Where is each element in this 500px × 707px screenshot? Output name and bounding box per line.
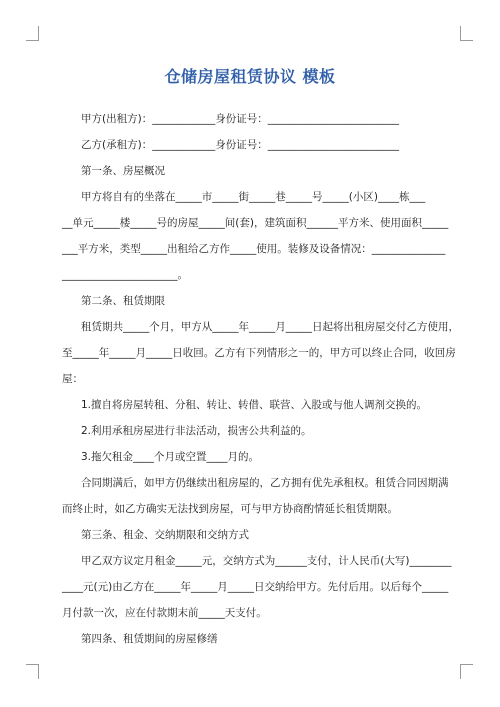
- paragraph-line: 甲乙双方议定月租金_____元，交纳方式为______支付，计人民币(大写)________: [81, 555, 452, 567]
- party-a-line: 甲方(出租方)：____________身份证号：_________________________: [81, 113, 399, 125]
- document-title: 仓储房屋租赁协议 模板: [164, 67, 336, 86]
- article-1-heading: 第一条、房屋概况: [81, 165, 165, 177]
- paragraph-line: 至_____年_____月_____日收回。乙方有下列情形之一的，甲方可以终止合同，收回房: [62, 347, 456, 359]
- crop-mark-top-left: [26, 26, 39, 41]
- article-2-heading: 第二条、租赁期限: [81, 295, 165, 307]
- paragraph-line: ___平方米，类型_____出租给乙方作_____使用。装修及设备情况：______________: [62, 243, 446, 255]
- paragraph-line: 合同期满后，如甲方仍继续出租房屋的，乙方拥有优先承租权。租赁合同因期满: [81, 477, 449, 489]
- paragraph-line: 而终止时，如乙方确实无法找到房屋，可与甲方协商酌情延长租赁期限。: [62, 503, 398, 515]
- paragraph-line: 月付款一次，应在付款期末前_____天支付。: [62, 607, 267, 619]
- list-item: 3.拖欠租金____个月或空置____月的。: [81, 451, 260, 463]
- paragraph-line: 屋：: [62, 373, 83, 385]
- paragraph-line: 甲方将自有的坐落在_____市_____街_____巷_____号_____(小区)____栋___: [81, 191, 426, 203]
- crop-mark-bottom-right: [460, 664, 473, 679]
- list-item: 2.利用承租房屋进行非法活动，损害公共利益的。: [81, 425, 312, 437]
- article-4-heading: 第四条、租赁期间的房屋修缮: [81, 633, 218, 645]
- crop-mark-top-right: [460, 26, 473, 41]
- paragraph-line: __单元_____楼_____号的房屋_____间(套)，建筑面积______平方米、使用面积_____: [62, 217, 449, 229]
- paragraph-line: ______________________。: [62, 269, 188, 281]
- party-b-line: 乙方(承租方)：____________身份证号：_________________________: [81, 139, 399, 151]
- article-3-heading: 第三条、租金、交纳期限和交纳方式: [81, 529, 249, 541]
- list-item: 1.擅自将房屋转租、分租、转让、转借、联营、入股或与他人调剂交换的。: [81, 399, 428, 411]
- paragraph-line: ____元(元)由乙方在_____年_____月_____日交纳给甲方。先付后用。以后每个_____: [62, 581, 449, 593]
- paragraph-line: 租赁期共_____个月，甲方从_____年_____月_____日起将出租房屋交付乙方使用，: [81, 321, 459, 333]
- crop-mark-bottom-left: [26, 664, 39, 679]
